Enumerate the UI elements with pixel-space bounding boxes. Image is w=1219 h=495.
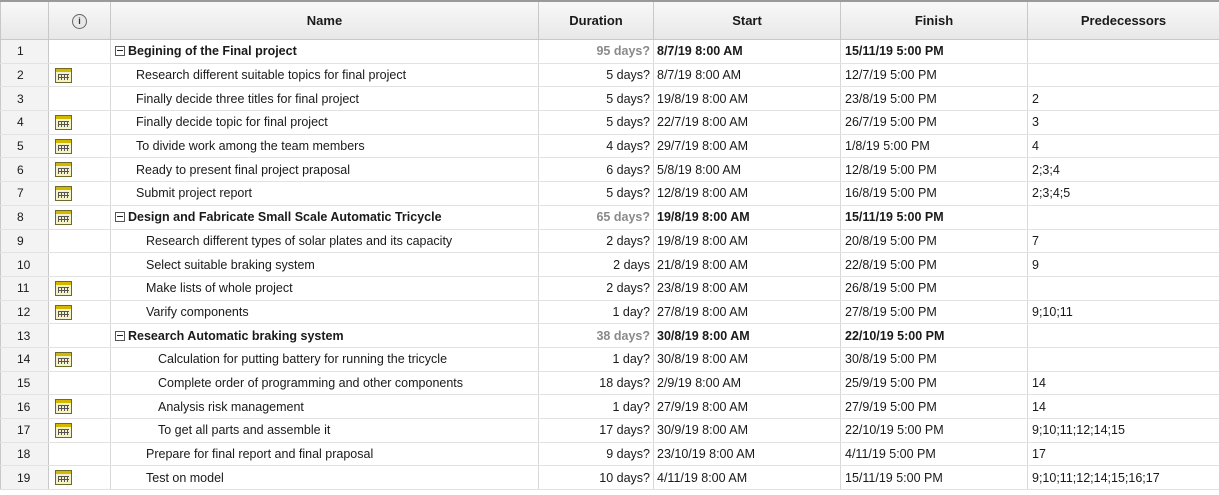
task-row[interactable] — [1, 466, 1219, 490]
collapse-icon[interactable] — [115, 212, 125, 222]
indicator-cell — [49, 466, 111, 490]
task-name: Make lists of whole project — [146, 281, 293, 296]
task-name: Calculation for putting battery for running the tricycle — [158, 352, 448, 367]
predecessors-cell[interactable]: 9;10;11 — [1028, 300, 1219, 324]
start-cell[interactable]: 19/8/19 8:00 AM — [654, 87, 841, 111]
duration-cell[interactable]: 38 days? — [539, 324, 654, 348]
indicator-cell — [49, 324, 111, 348]
finish-cell[interactable]: 12/8/19 5:00 PM — [841, 158, 1028, 182]
task-row[interactable] — [1, 134, 1219, 158]
task-name-cell[interactable] — [111, 182, 539, 206]
duration-cell[interactable]: 18 days? — [539, 371, 654, 395]
row-number[interactable]: 17 — [1, 419, 49, 443]
duration-cell[interactable]: 95 days? — [539, 40, 654, 64]
row-number[interactable]: 7 — [1, 182, 49, 206]
task-name-cell[interactable] — [111, 253, 539, 277]
indicators-column-header[interactable] — [49, 1, 111, 40]
duration-cell[interactable]: 1 day? — [539, 300, 654, 324]
predecessors-cell[interactable]: 2;3;4 — [1028, 158, 1219, 182]
finish-cell[interactable]: 20/8/19 5:00 PM — [841, 229, 1028, 253]
task-row[interactable] — [1, 87, 1219, 111]
finish-cell[interactable]: 15/11/19 5:00 PM — [841, 40, 1028, 64]
predecessors-cell[interactable] — [1028, 347, 1219, 371]
duration-cell[interactable]: 1 day? — [539, 347, 654, 371]
task-name-cell[interactable] — [111, 276, 539, 300]
calendar-icon — [55, 470, 72, 485]
predecessors-cell[interactable]: 9 — [1028, 253, 1219, 277]
duration-cell[interactable]: 10 days? — [539, 466, 654, 490]
calendar-icon — [55, 162, 72, 177]
task-name: Complete order of programming and other components — [158, 375, 464, 390]
row-number[interactable]: 8 — [1, 205, 49, 229]
predecessors-cell[interactable]: 14 — [1028, 371, 1219, 395]
duration-cell[interactable]: 4 days? — [539, 134, 654, 158]
duration-cell[interactable]: 9 days? — [539, 442, 654, 466]
duration-cell[interactable]: 65 days? — [539, 205, 654, 229]
predecessors-cell[interactable]: 7 — [1028, 229, 1219, 253]
finish-cell[interactable]: 27/8/19 5:00 PM — [841, 300, 1028, 324]
indicator-cell — [49, 158, 111, 182]
task-rows — [1, 40, 1219, 490]
predecessors-cell[interactable] — [1028, 276, 1219, 300]
row-number[interactable]: 10 — [1, 253, 49, 277]
task-name: Begining of the Final project — [128, 44, 297, 59]
task-name-cell[interactable] — [111, 442, 539, 466]
task-name-cell[interactable] — [111, 300, 539, 324]
finish-cell[interactable]: 26/8/19 5:00 PM — [841, 276, 1028, 300]
name-column-header[interactable]: Name — [111, 1, 539, 40]
task-name: Research different suitable topics for final project — [136, 68, 407, 83]
task-name: Varify components — [146, 304, 249, 319]
duration-cell[interactable]: 2 days — [539, 253, 654, 277]
start-cell[interactable]: 8/7/19 8:00 AM — [654, 63, 841, 87]
task-row[interactable] — [1, 276, 1219, 300]
collapse-icon[interactable] — [115, 46, 125, 56]
task-name-cell[interactable] — [111, 324, 539, 348]
finish-cell[interactable]: 22/8/19 5:00 PM — [841, 253, 1028, 277]
predecessors-cell[interactable] — [1028, 324, 1219, 348]
indicator-cell — [49, 205, 111, 229]
task-row[interactable] — [1, 158, 1219, 182]
duration-cell[interactable]: 6 days? — [539, 158, 654, 182]
duration-cell[interactable]: 17 days? — [539, 419, 654, 443]
start-cell[interactable]: 21/8/19 8:00 AM — [654, 253, 841, 277]
task-row[interactable] — [1, 324, 1219, 348]
task-name: Ready to present final project praposal — [136, 162, 351, 177]
row-number[interactable]: 6 — [1, 158, 49, 182]
indicator-cell — [49, 347, 111, 371]
predecessors-cell[interactable] — [1028, 40, 1219, 64]
indicator-cell — [49, 134, 111, 158]
row-number[interactable]: 12 — [1, 300, 49, 324]
task-name-cell[interactable] — [111, 229, 539, 253]
finish-cell[interactable]: 23/8/19 5:00 PM — [841, 87, 1028, 111]
start-cell[interactable]: 8/7/19 8:00 AM — [654, 40, 841, 64]
row-number[interactable]: 15 — [1, 371, 49, 395]
indicator-cell — [49, 40, 111, 64]
calendar-icon — [55, 115, 72, 130]
indicator-cell — [49, 300, 111, 324]
start-cell[interactable]: 22/7/19 8:00 AM — [654, 111, 841, 135]
start-cell[interactable]: 12/8/19 8:00 AM — [654, 182, 841, 206]
calendar-icon — [55, 210, 72, 225]
indicator-cell — [49, 229, 111, 253]
duration-cell[interactable]: 1 day? — [539, 395, 654, 419]
duration-cell[interactable]: 2 days? — [539, 229, 654, 253]
task-row[interactable] — [1, 205, 1219, 229]
row-number[interactable]: 1 — [1, 40, 49, 64]
start-column-header[interactable]: Start — [654, 1, 841, 40]
indicator-cell — [49, 182, 111, 206]
start-cell[interactable]: 30/9/19 8:00 AM — [654, 419, 841, 443]
predecessors-cell[interactable]: 4 — [1028, 134, 1219, 158]
calendar-icon — [55, 186, 72, 201]
indicator-cell — [49, 419, 111, 443]
row-number[interactable]: 14 — [1, 347, 49, 371]
start-cell[interactable]: 23/10/19 8:00 AM — [654, 442, 841, 466]
start-cell[interactable]: 29/7/19 8:00 AM — [654, 134, 841, 158]
calendar-icon — [55, 139, 72, 154]
calendar-icon — [55, 399, 72, 414]
row-number[interactable]: 18 — [1, 442, 49, 466]
task-row[interactable] — [1, 442, 1219, 466]
indicator-cell — [49, 276, 111, 300]
task-row[interactable] — [1, 419, 1219, 443]
row-number[interactable]: 13 — [1, 324, 49, 348]
predecessors-cell[interactable]: 9;10;11;12;14;15 — [1028, 419, 1219, 443]
task-name-cell[interactable] — [111, 466, 539, 490]
task-name: To get all parts and assemble it — [158, 423, 331, 438]
duration-cell[interactable]: 2 days? — [539, 276, 654, 300]
start-cell[interactable]: 5/8/19 8:00 AM — [654, 158, 841, 182]
predecessors-cell[interactable]: 2 — [1028, 87, 1219, 111]
finish-cell[interactable]: 15/11/19 5:00 PM — [841, 205, 1028, 229]
duration-cell[interactable]: 5 days? — [539, 63, 654, 87]
task-row[interactable] — [1, 229, 1219, 253]
task-name: Finally decide topic for final project — [136, 115, 328, 130]
task-name: Submit project report — [136, 186, 253, 201]
task-name-cell[interactable] — [111, 371, 539, 395]
indicator-cell — [49, 253, 111, 277]
start-cell[interactable]: 19/8/19 8:00 AM — [654, 229, 841, 253]
collapse-icon[interactable] — [115, 331, 125, 341]
calendar-icon — [55, 305, 72, 320]
task-row[interactable] — [1, 395, 1219, 419]
task-name-cell[interactable] — [111, 63, 539, 87]
column-header-row — [1, 1, 1219, 40]
finish-cell[interactable]: 15/11/19 5:00 PM — [841, 466, 1028, 490]
task-row[interactable] — [1, 300, 1219, 324]
calendar-icon — [55, 281, 72, 296]
task-name-cell[interactable] — [111, 158, 539, 182]
start-cell[interactable]: 23/8/19 8:00 AM — [654, 276, 841, 300]
task-name: Research different types of solar plates and its capacity — [146, 233, 453, 248]
task-row[interactable] — [1, 371, 1219, 395]
indicator-cell — [49, 395, 111, 419]
task-name-cell[interactable] — [111, 134, 539, 158]
row-number[interactable]: 2 — [1, 63, 49, 87]
predecessors-cell[interactable] — [1028, 205, 1219, 229]
predecessors-column-header[interactable]: Predecessors — [1028, 1, 1219, 40]
task-name-cell[interactable] — [111, 205, 539, 229]
task-row[interactable] — [1, 111, 1219, 135]
finish-cell[interactable]: 4/11/19 5:00 PM — [841, 442, 1028, 466]
start-cell[interactable]: 2/9/19 8:00 AM — [654, 371, 841, 395]
start-cell[interactable]: 30/8/19 8:00 AM — [654, 324, 841, 348]
select-all-corner[interactable] — [1, 1, 49, 40]
calendar-icon — [55, 423, 72, 438]
task-name: Finally decide three titles for final project — [136, 91, 360, 106]
indicator-cell — [49, 87, 111, 111]
task-name-cell[interactable] — [111, 419, 539, 443]
row-number[interactable]: 4 — [1, 111, 49, 135]
task-name: To divide work among the team members — [136, 139, 365, 154]
task-row[interactable] — [1, 63, 1219, 87]
row-number[interactable]: 19 — [1, 466, 49, 490]
predecessors-cell[interactable]: 14 — [1028, 395, 1219, 419]
task-row[interactable] — [1, 182, 1219, 206]
start-cell[interactable]: 27/9/19 8:00 AM — [654, 395, 841, 419]
task-name-cell[interactable] — [111, 111, 539, 135]
finish-cell[interactable]: 22/10/19 5:00 PM — [841, 324, 1028, 348]
indicator-cell — [49, 111, 111, 135]
finish-cell[interactable]: 12/7/19 5:00 PM — [841, 63, 1028, 87]
finish-cell[interactable]: 16/8/19 5:00 PM — [841, 182, 1028, 206]
start-cell[interactable]: 27/8/19 8:00 AM — [654, 300, 841, 324]
duration-cell[interactable]: 5 days? — [539, 111, 654, 135]
duration-column-header[interactable]: Duration — [539, 1, 654, 40]
task-row[interactable] — [1, 347, 1219, 371]
finish-cell[interactable]: 22/10/19 5:00 PM — [841, 419, 1028, 443]
calendar-icon — [55, 352, 72, 367]
finish-cell[interactable]: 26/7/19 5:00 PM — [841, 111, 1028, 135]
task-name-cell[interactable] — [111, 87, 539, 111]
start-cell[interactable]: 30/8/19 8:00 AM — [654, 347, 841, 371]
predecessors-cell[interactable]: 17 — [1028, 442, 1219, 466]
predecessors-cell[interactable] — [1028, 63, 1219, 87]
finish-cell[interactable]: 30/8/19 5:00 PM — [841, 347, 1028, 371]
row-number[interactable]: 11 — [1, 276, 49, 300]
info-icon: i — [72, 14, 87, 29]
finish-cell[interactable]: 25/9/19 5:00 PM — [841, 371, 1028, 395]
indicator-cell — [49, 442, 111, 466]
task-row[interactable] — [1, 253, 1219, 277]
task-name: Design and Fabricate Small Scale Automatic Tricycle — [128, 210, 442, 225]
calendar-icon — [55, 68, 72, 83]
task-name-cell[interactable] — [111, 40, 539, 64]
finish-cell[interactable]: 27/9/19 5:00 PM — [841, 395, 1028, 419]
predecessors-cell[interactable]: 9;10;11;12;14;15;16;17 — [1028, 466, 1219, 490]
task-name: Research Automatic braking system — [128, 328, 344, 343]
row-number[interactable]: 9 — [1, 229, 49, 253]
start-cell[interactable]: 4/11/19 8:00 AM — [654, 466, 841, 490]
task-name-cell[interactable] — [111, 395, 539, 419]
task-row[interactable] — [1, 40, 1219, 64]
finish-cell[interactable]: 1/8/19 5:00 PM — [841, 134, 1028, 158]
task-name: Select suitable braking system — [146, 257, 315, 272]
predecessors-cell[interactable]: 3 — [1028, 111, 1219, 135]
duration-cell[interactable]: 5 days? — [539, 182, 654, 206]
task-name-cell[interactable] — [111, 347, 539, 371]
predecessors-cell[interactable]: 2;3;4;5 — [1028, 182, 1219, 206]
finish-column-header[interactable]: Finish — [841, 1, 1028, 40]
row-number[interactable]: 5 — [1, 134, 49, 158]
task-name: Test on model — [146, 470, 224, 485]
indicator-cell — [49, 63, 111, 87]
duration-cell[interactable]: 5 days? — [539, 87, 654, 111]
start-cell[interactable]: 19/8/19 8:00 AM — [654, 205, 841, 229]
row-number[interactable]: 16 — [1, 395, 49, 419]
task-name: Prepare for final report and final praposal — [146, 447, 374, 462]
indicator-cell — [49, 371, 111, 395]
task-name: Analysis risk management — [158, 399, 304, 414]
row-number[interactable]: 3 — [1, 87, 49, 111]
